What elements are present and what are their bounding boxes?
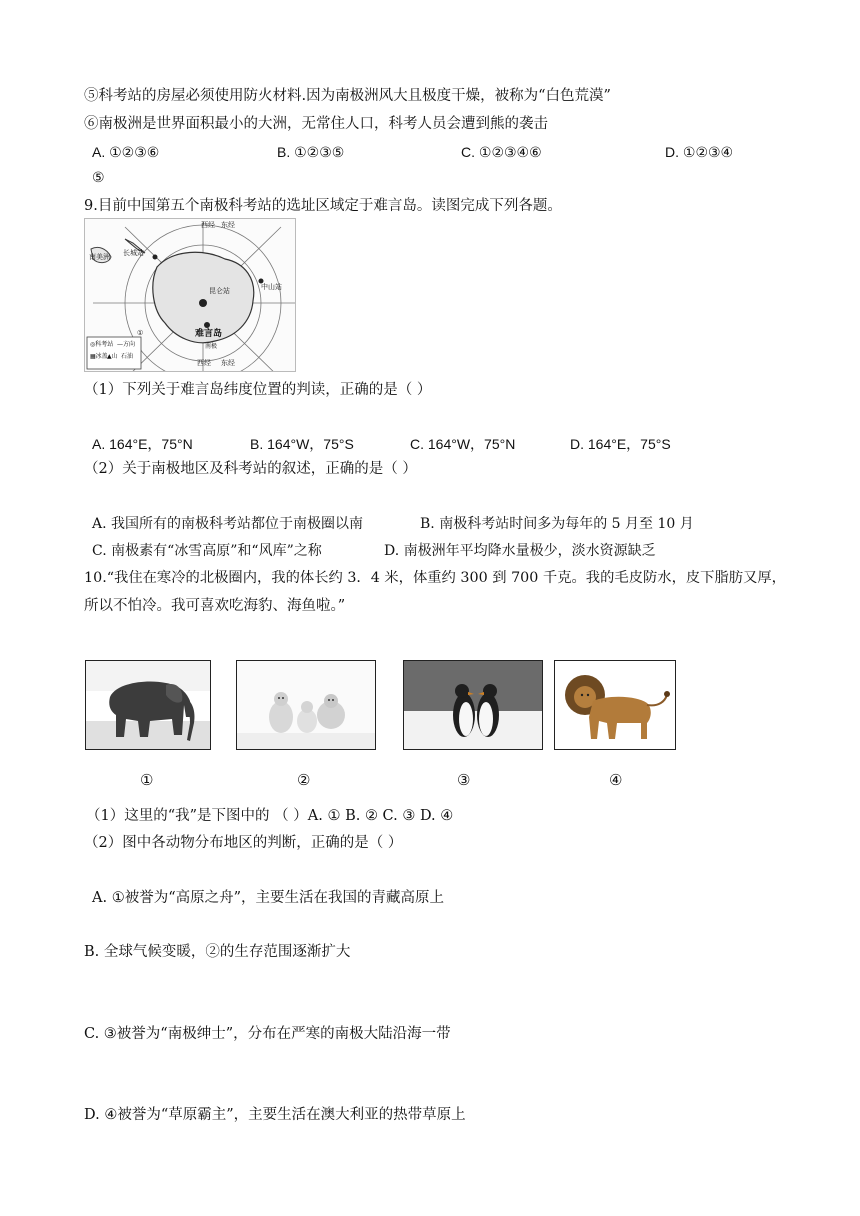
q8-item-5: ⑤科考站的房屋必须使用防火材料.因为南极洲风大且极度干燥，被称为“白色荒漠” <box>84 88 611 104</box>
map-label-west: 西经 <box>201 221 215 229</box>
q9-sub1-stem: （1）下列关于难言岛纬度位置的判读，正确的是（ ） <box>84 382 432 398</box>
penguins-icon <box>404 661 542 749</box>
q10-sub1-stem: （1）这里的“我”是下图中的 （ ）A. ① B. ② C. ③ D. ④ <box>86 808 454 824</box>
q9-sub1-option-c: C. 164°W，75°N <box>410 436 516 452</box>
map-label-west-bottom: 西经 <box>197 359 211 367</box>
q10-sub2-option-c: C. ③被誉为“南极绅士”，分布在严寒的南极大陆沿海一带 <box>84 1026 451 1042</box>
q10-sub2-option-b: B. 全球气候变暖，②的生存范围逐渐扩大 <box>84 944 351 960</box>
picture-label-4: ④ <box>609 771 623 789</box>
q8-option-c: C. ①②③④⑥ <box>461 144 542 160</box>
map-label-south-pole: 南极 <box>205 343 218 350</box>
q8-option-d-continued: ⑤ <box>92 169 105 185</box>
map-legend-oil: 石油 <box>121 353 134 360</box>
q9-sub2-option-c: C. 南极素有“冰雪高原”和“风库”之称 <box>92 543 322 559</box>
lion-icon <box>555 661 675 749</box>
q9-sub2-option-d: D. 南极洲年平均降水量极少，淡水资源缺乏 <box>384 543 656 559</box>
q9-sub1-option-b: B. 164°W，75°S <box>250 436 354 452</box>
map-legend-direction: —方向 <box>117 341 136 348</box>
antarctica-map-graphic <box>85 219 295 371</box>
map-label-east-bottom: 东经 <box>221 359 235 367</box>
antarctica-map <box>84 218 296 372</box>
picture-label-2: ② <box>297 771 311 789</box>
q8-option-a: A. ①②③⑥ <box>92 144 160 160</box>
map-legend-mountain: ▲山 <box>107 353 118 360</box>
q9-sub2-option-a: A. 我国所有的南极科考站都位于南极圈以南 <box>92 516 364 532</box>
elephant-picture <box>85 660 211 750</box>
q9-sub2-option-b: B. 南极科考站时间多为每年的 5 月至 10 月 <box>420 516 694 532</box>
picture-label-3: ③ <box>457 771 471 789</box>
q10-stem-line-2: 所以不怕冷。我可喜欢吃海豹、海鱼啦。” <box>84 598 346 614</box>
map-label-south-america: 南美洲 <box>89 253 110 261</box>
q9-sub1-option-d: D. 164°E，75°S <box>570 436 671 452</box>
map-label-east: 东经 <box>221 221 235 229</box>
q8-option-d: D. ①②③④ <box>665 144 734 160</box>
polar-bears-picture <box>236 660 376 750</box>
elephant-icon <box>86 661 210 749</box>
q10-stem-line-1: 10.“我住在寒冷的北极圈内，我的体长约 3．4 米，体重约 300 到 700 千克。我的毛皮防水，皮下脂肪又厚， <box>84 570 786 586</box>
q9-sub2-stem: （2）关于南极地区及科考站的叙述，正确的是（ ） <box>84 461 417 477</box>
lion-picture <box>554 660 676 750</box>
q8-option-b: B. ①②③⑤ <box>277 144 345 160</box>
map-label-nanyan-island: 难言岛 <box>195 329 223 339</box>
polar-bears-icon <box>237 661 375 749</box>
map-label-circle-mark: ① <box>137 329 144 337</box>
picture-label-1: ① <box>140 771 154 789</box>
q9-stem: 9.目前中国第五个南极科考站的选址区域定于难言岛。读图完成下列各题。 <box>84 198 562 214</box>
q10-sub2-option-a: A. ①被誉为“高原之舟”，主要生活在我国的青藏高原上 <box>92 890 445 906</box>
map-legend-ice-sheet: ▦冰盖 <box>90 353 108 360</box>
q9-sub1-option-a: A. 164°E，75°N <box>92 436 193 452</box>
penguins-picture <box>403 660 543 750</box>
q10-sub2-stem: （2）图中各动物分布地区的判断，正确的是（ ） <box>84 835 403 851</box>
map-label-kunlun-station: 昆仑站 <box>209 287 230 295</box>
map-label-zhongshan-station: 中山站 <box>261 283 282 291</box>
q10-sub2-option-d: D. ④被誉为“草原霸主”，主要生活在澳大利亚的热带草原上 <box>84 1107 466 1123</box>
map-legend-station: ◎科考站 <box>90 341 114 348</box>
map-label-changcheng-station: 长城站 <box>123 249 144 257</box>
q8-item-6: ⑥南极洲是世界面积最小的大洲，无常住人口，科考人员会遭到熊的袭击 <box>84 116 548 132</box>
